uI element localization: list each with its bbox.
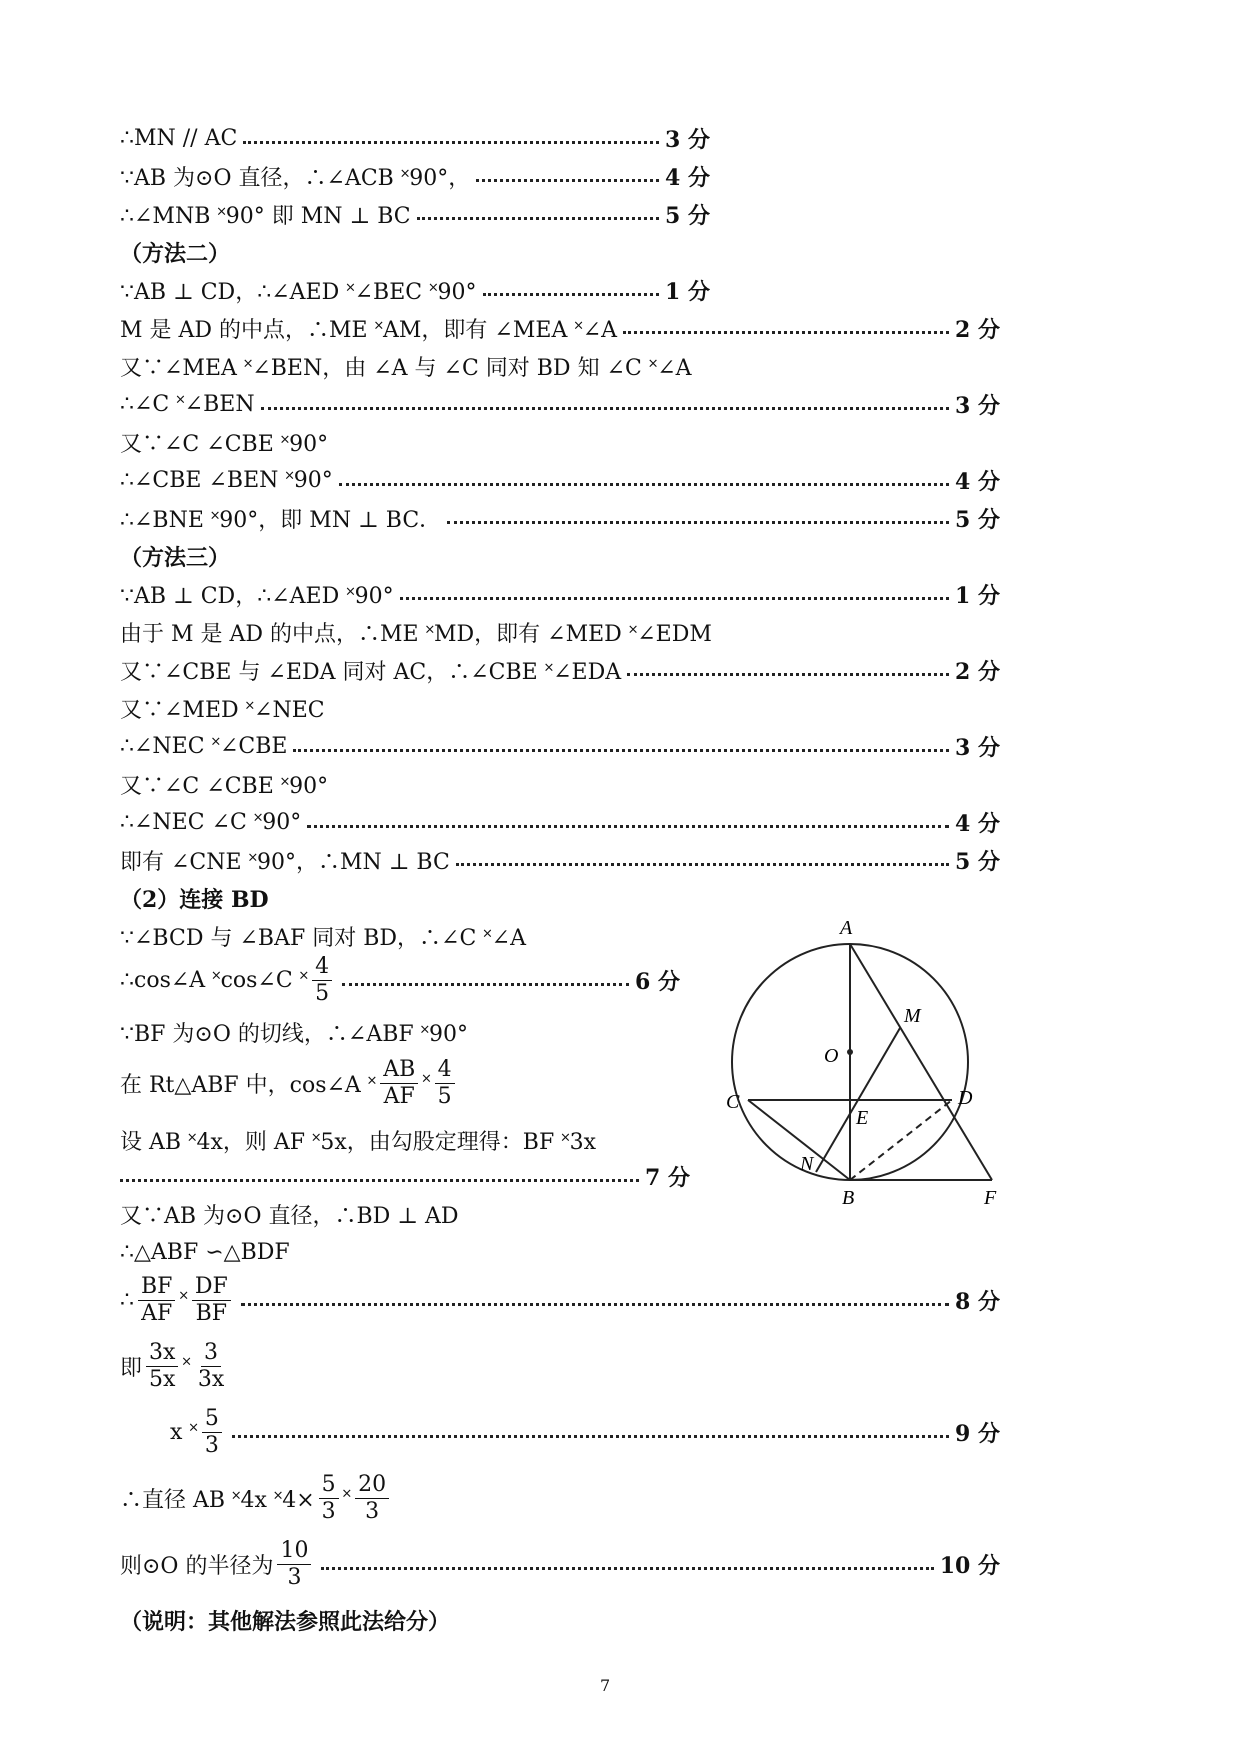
- line-text: ∴∠NEC ∠C ˟90°: [120, 810, 302, 835]
- score: 2 分: [955, 658, 1000, 685]
- solution-line: [120, 272, 710, 308]
- score: 1 分: [665, 278, 710, 305]
- radius-line: 则⊙O 的半径为 $\frac{10}{3}$ 10 分: [120, 1538, 1000, 1590]
- tangent-line: ∵BF 为⊙O 的切线，∴∠ABF ˟90°: [120, 1021, 469, 1047]
- cos-line: [120, 952, 680, 1008]
- approx-sign: ˟: [182, 1354, 191, 1379]
- label-b: B: [842, 1187, 855, 1209]
- diameter-line: ∴直径 AB ˟4x ˟4× $\frac{5}{3}$ ˟ $\frac{20}{3}$: [120, 1466, 680, 1530]
- score: 7 分: [645, 1164, 690, 1191]
- score: 1 分: [955, 582, 1000, 609]
- solution-line: [120, 652, 1000, 688]
- score: 4 分: [955, 468, 1000, 495]
- diam-line: 又∵AB 为⊙O 直径，∴BD ⊥ AD: [120, 1203, 459, 1229]
- solution-line: [120, 804, 1000, 840]
- line-text: （方法二）: [120, 240, 231, 267]
- line-text: ∵AB ⊥ CD，∴∠AED ˟90°: [120, 583, 394, 609]
- line-text: 又∵∠C ∠CBE ˟90°: [120, 431, 329, 457]
- score: 3 分: [955, 392, 1000, 419]
- dot-leader: [417, 217, 659, 220]
- dot-leader: [400, 597, 949, 600]
- line-text: ∴∠C ˟∠BEN: [120, 392, 255, 417]
- point-o: [847, 1049, 853, 1055]
- dot-leader: [261, 407, 949, 410]
- score: 4 分: [955, 810, 1000, 837]
- segment-af: [850, 944, 992, 1180]
- approx-sign: ˟: [422, 1071, 431, 1096]
- solution-line: [120, 462, 1000, 498]
- dot-leader: [339, 483, 949, 486]
- dot-leader: [293, 749, 949, 752]
- dot-leader: [476, 179, 659, 182]
- line-text: ∴MN // AC: [120, 125, 238, 151]
- fraction: $\frac{10}{3}$: [277, 1538, 311, 1590]
- line-text: ∵AB 为⊙O 直径，∴∠ACB ˟90°，: [120, 165, 471, 191]
- line-text: 又∵∠MEA ˟∠BEN，由 ∠A 与 ∠C 同对 BD 知 ∠C ˟∠A: [120, 355, 692, 381]
- line-text: ∴∠NEC ˟∠CBE: [120, 734, 288, 759]
- dot-leader: [627, 673, 949, 676]
- approx-sign: ˟: [342, 1486, 352, 1511]
- line-text: 由于 M 是 AD 的中点，∴ME ˟MD，即有 ∠MED ˟∠EDM: [120, 621, 712, 647]
- solution-line: [120, 766, 1000, 802]
- line-text: （2）连接 BD: [120, 886, 269, 913]
- line-text: 又∵∠C ∠CBE ˟90°: [120, 773, 329, 799]
- score: 6 分: [635, 968, 680, 995]
- line-text: ∴∠BNE ˟90°，即 MN ⊥ BC．: [120, 507, 442, 533]
- solution-line: [120, 348, 1000, 384]
- label-e: E: [856, 1107, 869, 1129]
- solution-line: [120, 386, 1000, 422]
- dot-leader: [307, 825, 949, 828]
- line-text: ∴∠MNB ˟90° 即 MN ⊥ BC: [120, 203, 411, 229]
- line-text: 即有 ∠CNE ˟90°，∴MN ⊥ BC: [120, 849, 450, 875]
- geometry-figure: [700, 910, 1030, 1210]
- dot-leader: [321, 1567, 933, 1570]
- line-text: ∵∠BCD 与 ∠BAF 同对 BD，∴∠C ˟∠A: [120, 925, 526, 951]
- fraction: $\frac{BF}{AF}$: [138, 1274, 175, 1326]
- score: 9 分: [955, 1420, 1000, 1447]
- label-c: C: [726, 1091, 740, 1113]
- label-o: O: [824, 1045, 839, 1067]
- score: 2 分: [955, 316, 1000, 343]
- solution-line: [120, 500, 1000, 536]
- line-text: 又∵∠MED ˟∠NEC: [120, 697, 325, 723]
- score: 5 分: [955, 848, 1000, 875]
- score: 5 分: [665, 202, 710, 229]
- dot-leader: [447, 521, 949, 524]
- dots7-line: [120, 1158, 690, 1194]
- solution-line: [120, 614, 1000, 650]
- dot-leader: [456, 863, 949, 866]
- label-f: F: [984, 1187, 997, 1209]
- line-text: 又∵∠CBE 与 ∠EDA 同对 AC，∴∠CBE ˟∠EDA: [120, 659, 622, 685]
- ji-line: 即 $\frac{3x}{5x}$ ˟ $\frac{3}{3x}$: [120, 1334, 680, 1398]
- cos-prefix: ∴cos∠A ˟cos∠C ˟: [120, 968, 309, 993]
- solution-line: [120, 310, 1000, 346]
- line-text: （方法三）: [120, 544, 231, 571]
- fraction: $\frac{5}{3}$: [319, 1472, 339, 1524]
- solution-line: [120, 538, 1000, 574]
- solution-line: [120, 842, 1000, 878]
- score: 3 分: [955, 734, 1000, 761]
- rt-line: 在 Rt△ABF 中，cos∠A ˟ $\frac{AB}{AF}$ ˟ $\frac{4}{5}$: [120, 1052, 680, 1114]
- dot-leader: [120, 1179, 639, 1182]
- solution-line: [120, 728, 1000, 764]
- solution-line: [120, 120, 710, 156]
- fraction: $\frac{20}{3}$: [355, 1472, 389, 1524]
- solution-line: [120, 424, 1000, 460]
- label-d: D: [958, 1087, 973, 1109]
- approx-sign: ˟: [179, 1288, 188, 1313]
- score: 5 分: [955, 506, 1000, 533]
- fraction: $\frac{3}{3x}$: [197, 1340, 225, 1392]
- solution-line: [120, 690, 1000, 726]
- x-line: x ˟ $\frac{5}{3}$ 9 分: [170, 1406, 1000, 1458]
- label-m: M: [904, 1005, 921, 1027]
- solution-line: [120, 234, 1000, 270]
- dot-leader: [232, 1435, 949, 1438]
- fraction: $\frac{4}{5}$: [435, 1057, 455, 1109]
- note: （说明：其他解法参照此法给分）: [120, 1608, 451, 1635]
- dot-leader: [483, 293, 660, 296]
- fraction: $\frac{AB}{AF}$: [380, 1057, 418, 1109]
- fraction: $\frac{3x}{5x}$: [146, 1340, 178, 1392]
- page-number: 7: [600, 1676, 611, 1695]
- label-a: A: [840, 917, 853, 939]
- dot-leader: [623, 331, 949, 334]
- dot-leader: [243, 141, 659, 144]
- score: 3 分: [665, 126, 710, 153]
- label-n: N: [800, 1153, 814, 1175]
- line-text: M 是 AD 的中点，∴ME ˟AM，即有 ∠MEA ˟∠A: [120, 317, 618, 343]
- similar-line: ∴△ABF ∽△BDF: [120, 1239, 290, 1265]
- fraction: $\frac{DF}{BF}$: [192, 1274, 231, 1326]
- set-line: 设 AB ˟4x，则 AF ˟5x，由勾股定理得：BF ˟3x: [120, 1129, 597, 1155]
- score: 8 分: [955, 1288, 1000, 1315]
- solution-line: [120, 196, 710, 232]
- score: 10 分: [939, 1552, 1000, 1579]
- solution-line: [120, 158, 710, 194]
- solution-line: [120, 576, 1000, 612]
- fraction: $\frac{4}{5}$: [312, 954, 332, 1006]
- dot-leader: [342, 983, 629, 986]
- dot-leader: [241, 1303, 949, 1306]
- fraction: $\frac{5}{3}$: [202, 1406, 222, 1458]
- line-text: ∵AB ⊥ CD，∴∠AED ˟∠BEC ˟90°: [120, 279, 477, 305]
- line-text: ∴∠CBE ∠BEN ˟90°: [120, 468, 333, 493]
- ratio-line: ∴ $\frac{BF}{AF}$ ˟ $\frac{DF}{BF}$ 8 分: [120, 1274, 1000, 1326]
- score: 4 分: [665, 164, 710, 191]
